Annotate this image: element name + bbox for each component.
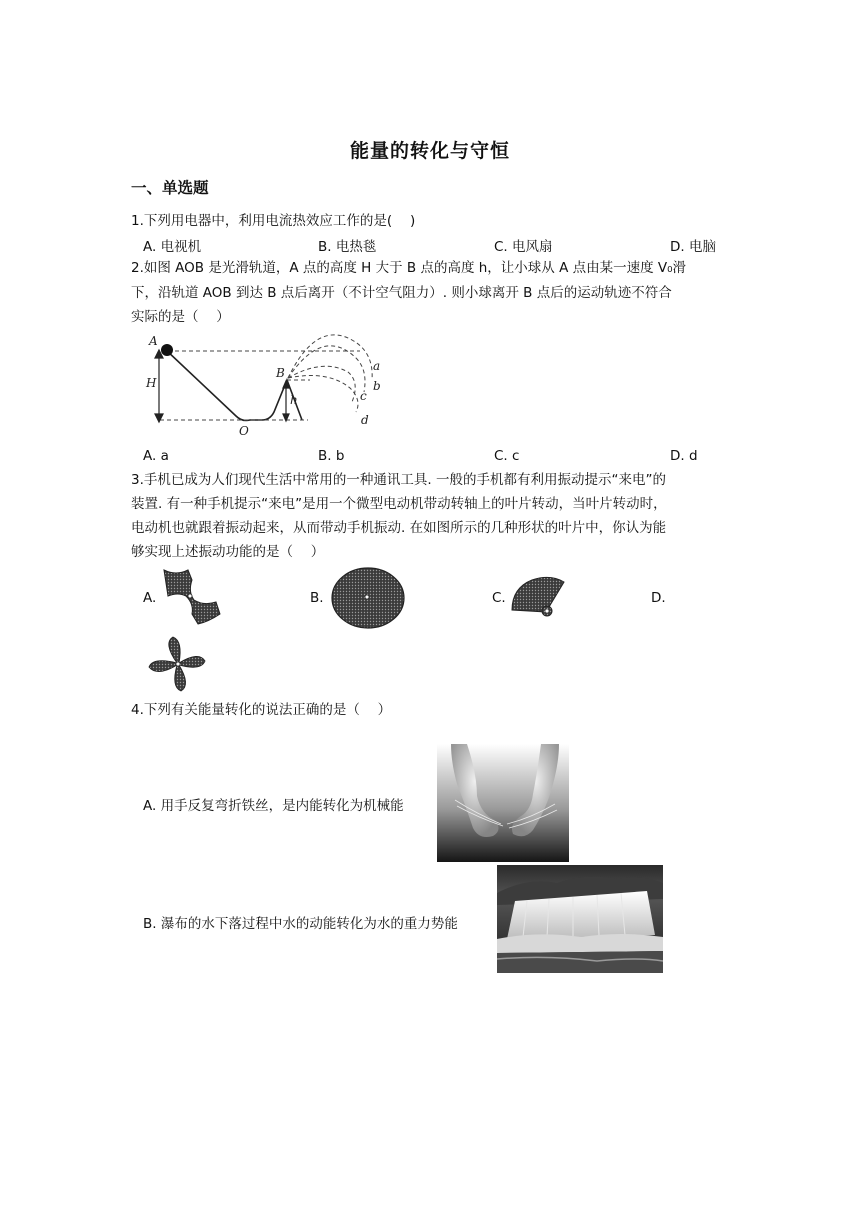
section-heading: 一、单选题	[131, 179, 209, 197]
question-3-stem-line-3: 电动机也就跟着振动起来，从而带动手机振动. 在如图所示的几种形状的叶片中，你认为能	[131, 520, 667, 536]
question-2-stem-line-3: 实际的是（ ）	[131, 309, 230, 325]
q2-option-d: D. d	[670, 448, 698, 464]
figure-label-height-h: H	[146, 376, 157, 390]
question-3-stem-line-2: 装置. 有一种手机提示“来电”是用一个微型电动机带动转轴上的叶片转动，当叶片转动时，	[131, 496, 667, 512]
q1-option-b: B. 电热毯	[318, 239, 377, 255]
q3-option-b: B.	[310, 590, 324, 606]
figure-label-a-point: A	[149, 334, 158, 348]
blade-shape-a-image	[158, 566, 224, 626]
figure-label-curve-a: a	[373, 359, 381, 373]
blade-shape-c-image	[510, 574, 566, 618]
q1-option-c: C. 电风扇	[494, 239, 553, 255]
figure-label-o-point: O	[239, 424, 249, 438]
q2-option-c: C. c	[494, 448, 520, 464]
q2-option-b: B. b	[318, 448, 345, 464]
question-2-stem-line-1: 2.如图 AOB 是光滑轨道，A 点的高度 H 大于 B 点的高度 h，让小球从 A 点由某一速度 V₀滑	[131, 260, 687, 276]
question-2-stem-line-2: 下，沿轨道 AOB 到达 B 点后离开（不计空气阻力）. 则小球离开 B 点后的运动轨迹不符合	[131, 285, 672, 301]
figure-label-curve-c: c	[360, 389, 367, 403]
bending-wire-photo	[437, 744, 569, 862]
figure-label-b-point: B	[276, 366, 285, 380]
question-3-stem-line-1: 3.手机已成为人们现代生活中常用的一种通讯工具. 一般的手机都有利用振动提示“来电”的	[131, 472, 666, 488]
question-4-stem: 4.下列有关能量转化的说法正确的是（ ）	[131, 702, 392, 718]
q1-option-d: D. 电脑	[670, 239, 716, 255]
question-1-stem: 1.下列用电器中，利用电流热效应工作的是( )	[131, 213, 416, 229]
track-diagram	[138, 330, 398, 445]
q4-option-b: B. 瀑布的水下落过程中水的动能转化为水的重力势能	[143, 916, 458, 932]
question-3-stem-line-4: 够实现上述振动功能的是（ ）	[131, 544, 325, 560]
q4-option-a: A. 用手反复弯折铁丝，是内能转化为机械能	[143, 798, 404, 814]
blade-shape-d-image	[143, 633, 213, 695]
q1-option-a: A. 电视机	[143, 239, 202, 255]
q3-option-c: C.	[492, 590, 506, 606]
blade-shape-b-image	[330, 566, 406, 630]
q3-option-d: D.	[651, 590, 666, 606]
page-title: 能量的转化与守恒	[349, 140, 510, 162]
q2-option-a: A. a	[143, 448, 169, 464]
figure-label-small-h: h	[290, 393, 298, 407]
waterfall-photo	[497, 865, 663, 973]
figure-label-curve-d: d	[361, 413, 369, 427]
q3-option-a: A.	[143, 590, 157, 606]
figure-label-curve-b: b	[373, 379, 381, 393]
